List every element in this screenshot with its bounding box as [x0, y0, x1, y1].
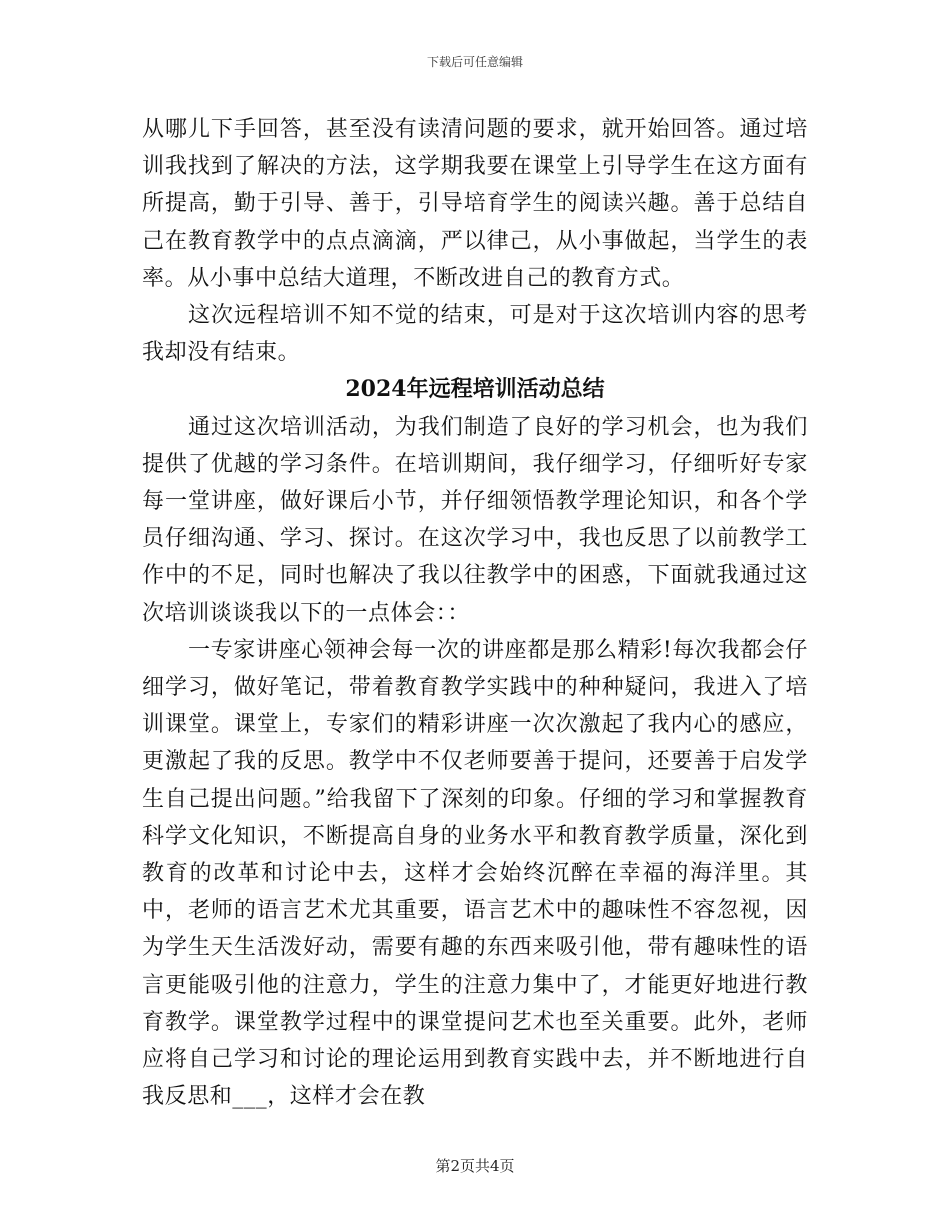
section-title: 2024年远程培训活动总结 [345, 376, 605, 403]
paragraph-intro: 通过这次培训活动，为我们制造了良好的学习机会，也为我们提供了优越的学习条件。在培训期间，我仔细学习，仔细听好专家每一堂讲座，做好课后小节，并仔细领悟教学理论知识，和各个学员仔细沟通、学习、探讨。在这次学习中，我也反思了以前教学工作中的不足，同时也解决了我以往教学中的困惑，下面就我通过这次培训谈谈我以下的一点体会：： [142, 414, 808, 626]
paragraph-continued: 从哪儿下手回答，甚至没有读清问题的要求，就开始回答。通过培训我找到了解决的方法，这学期我要在课堂上引导学生在这方面有所提高，勤于引导、善于，引导培育学生的阅读兴趣。善于总结自己在教育教学中的点点滴滴，严以律己，从小事做起，当学生的表率。从小事中总结大道理，不断改进自己的教育方式。 [142, 117, 808, 291]
paragraph-expert-lectures: 一专家讲座心领神会每一次的讲座都是那么精彩!每次我都会仔细学习，做好笔记，带着教育教学实践中的种种疑问，我进入了培训课堂。课堂上，专家们的精彩讲座一次次激起了我内心的感应，更激起了我的反思。教学中不仅老师要善于提问，还要善于启发学生自己提出问题。”给我留下了深刻的印象。仔细的学习和掌握教育科学文化知识，不断提高自身的业务水平和教育教学质量，深化到教育的改革和讨论中去，这样才会始终沉醉在幸福的海洋里。其中，老师的语言艺术尤其重要，语言艺术中的趣味性不容忽视，因为学生天生活泼好动，需要有趣的东西来吸引他，带有趣味性的语言更能吸引他的注意力，学生的注意力集中了，才能更好地进行教育教学。课堂教学过程中的课堂提问艺术也至关重要。此外，老师应将自己学习和讨论的理论运用到教育实践中去，并不断地进行自我反思和___，这样才会在教 [142, 637, 808, 1110]
document-body [142, 111, 808, 1115]
paragraph-conclusion: 这次远程培训不知不觉的结束，可是对于这次培训内容的思考我却没有结束。 [142, 303, 808, 366]
page-number-footer: 第2页共4页 [435, 1157, 515, 1175]
page-header: 下载后可任意编辑 [426, 55, 523, 69]
